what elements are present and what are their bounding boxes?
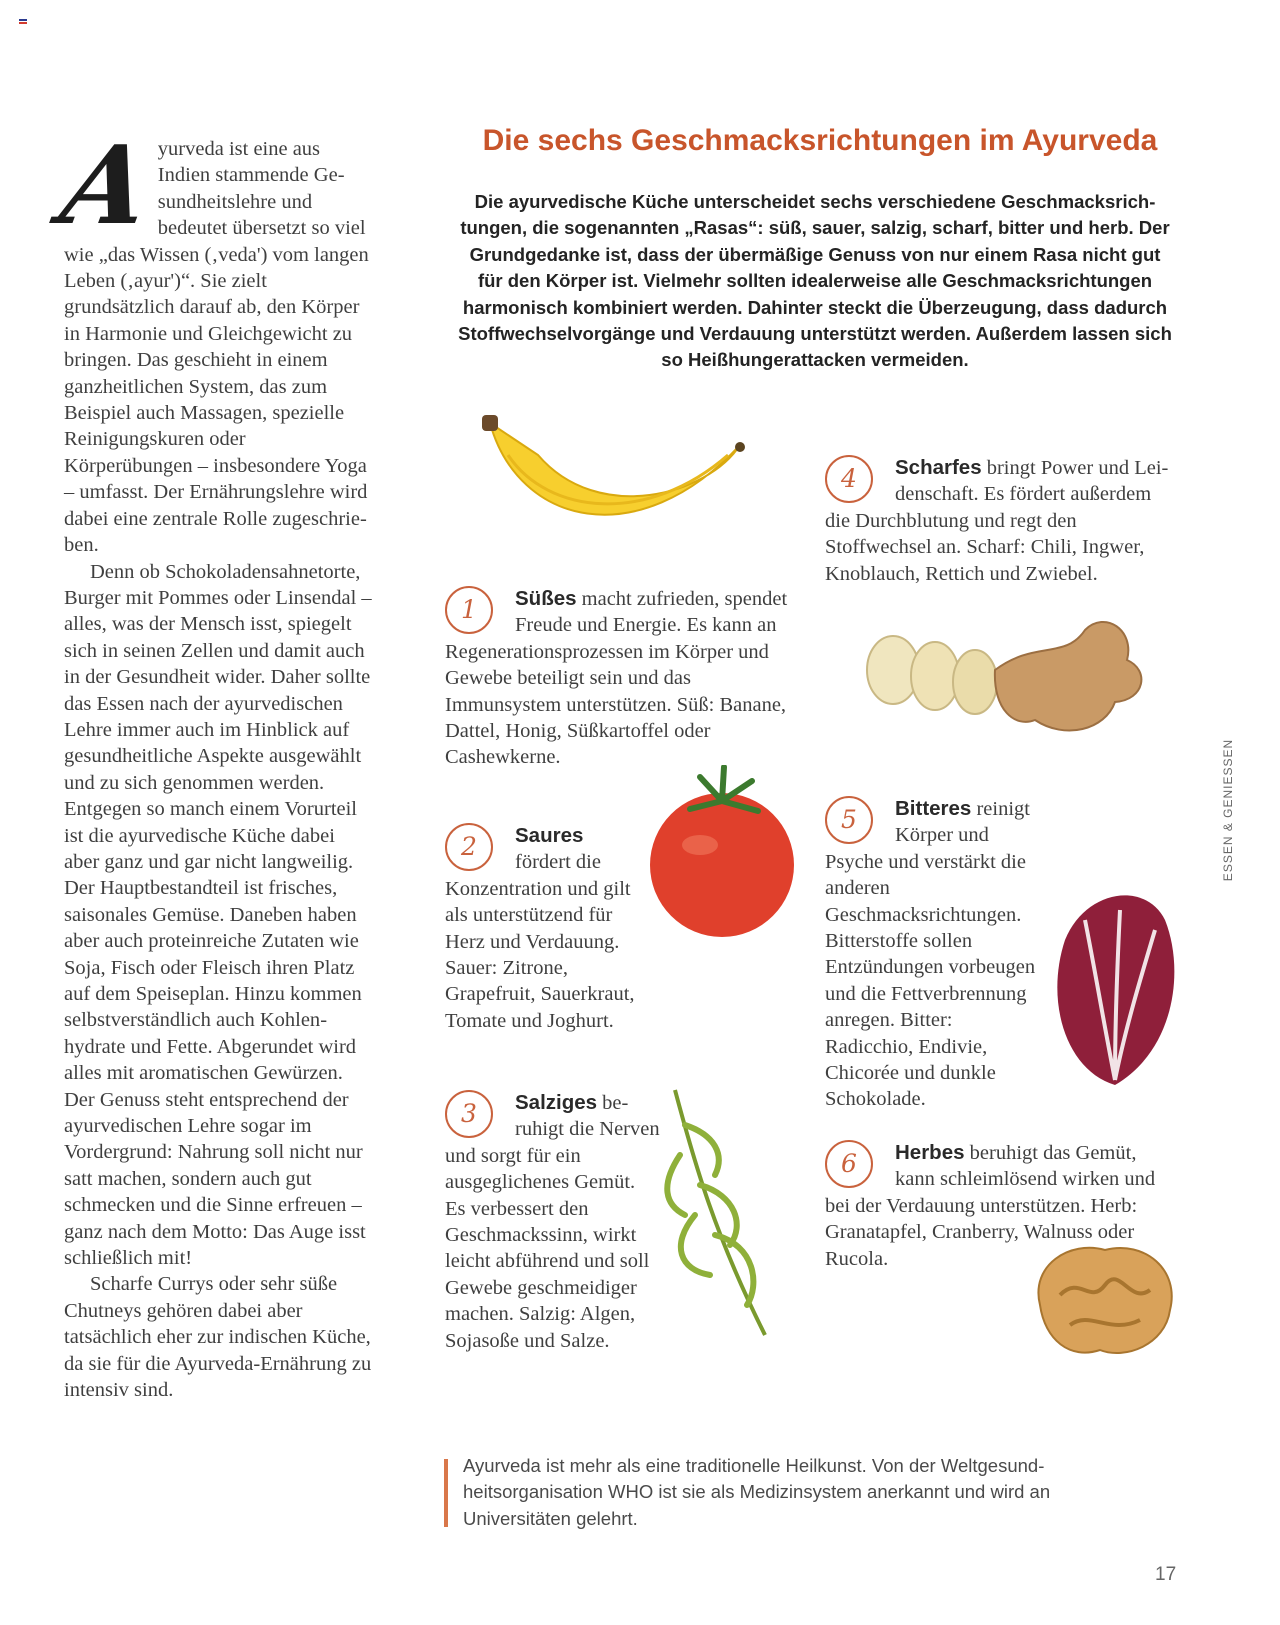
taste-description: reinigt Körper und Psyche und verstärkt die anderen Geschmacksrichtungen. Bitterstoffe sollen Entzündungen vorbeugen und die Fettverbrennung anregen. Bitter: Radicchio, Endivie, Chicorée und dunkle Schokolade. — [825, 798, 1036, 1111]
ginger-illustration — [865, 610, 1155, 750]
taste-description: fördert die Konzentration und gilt als unterstützend für Herz und Verdauung. Sauer: Zitrone, Grapefruit, Sauerkraut, Tomate und Joghurt. — [445, 851, 635, 1032]
drop-cap: A — [52, 123, 159, 249]
taste-number-3: 3 — [445, 1090, 493, 1138]
taste-description: beruhigt die Nerven und sorgt für ein ausgeglichenes Gemüt. Es verbessert den Geschmackssinn, wirkt leicht abführend und soll Gewebe geschmeidiger machen. Salzig: Algen, Sojasoße und Salze. — [445, 1092, 660, 1352]
taste-name: Saures — [515, 824, 584, 847]
section-label — [1217, 740, 1235, 886]
intro-text: Die ayurvedische Küche unterscheidet sechs verschiedene Geschmacksrichtungen, die sogenannten „Rasas“: süß, sauer, salzig, scharf, bitter und herb. Der Grundgedanke ist, dass der übermäßige Genuss von nur einem Rasa nicht gut für den Körper ist. Vielmehr sollten idealerweise alle Geschmacksrichtungen harmonisch kombiniert werden. Dahinter steckt die Überzeugung, dass dadurch Stoffwechselvorgänge und Verdauung unterstützt werden. Außerdem lassen sich so Heißhungerattacken vermeiden. — [458, 191, 1172, 371]
taste-name: Herbes — [895, 1141, 965, 1164]
left-column — [52, 123, 374, 1404]
taste-description: macht zufrieden, spendet Freude und Energie. Es kann an Regenerationsprozessen im Körper und Gewebe beteiligt sein und das Immunsystem unterstützen. Süß: Banane, Dattel, Honig, Süßkartoffel oder Cashewkerne. — [445, 588, 788, 769]
taste-4-scharfes — [825, 455, 1180, 587]
taste-description: beruhigt das Gemüt, kann schleimlösend wirken und bei der Verdauung unterstützen. Herb: Granatapfel, Cranberry, Walnuss oder Rucola. — [825, 1142, 1156, 1270]
page-number: 17 — [1155, 1564, 1177, 1585]
info-quote: Ayurveda ist mehr als eine traditionelle Heilkunst. Von der Weltgesundheitsorganisation WHO ist sie als Medizinsystem anerkannt und wird an Universitäten gelehrt. — [463, 1455, 1051, 1529]
tomato-illustration — [640, 765, 800, 945]
taste-number-4: 4 — [825, 455, 873, 503]
taste-6-herbes — [825, 1140, 1165, 1272]
taste-name: Bitteres — [895, 797, 972, 820]
left-paragraph-1: yurveda ist eine aus Indien stammende Gesundheitslehre und bedeutet übersetzt so viel wie „das Wissen (‚veda') vom langen Leben (‚ayur')“. Sie zielt grundsätzlich darauf ab, den Körper in Harmonie und Gleichgewicht zu bringen. Das geschieht in einem ganzheitlichen System, das zum Beispiel auch Massagen, spezielle Reinigungskuren oder Körperübungen – insbesondere Yoga – umfasst. Der Ernährungslehre wird dabei eine zentrale Rolle zugeschrieben. — [64, 138, 369, 557]
banana-illustration — [478, 415, 748, 555]
left-paragraph-3: Scharfe Currys oder sehr süße Chutneys gehören dabei aber tatsächlich eher zur indischen Küche, da sie für die Ayurveda-Ernährung zu intensiv sind. — [64, 1273, 372, 1402]
radicchio-illustration — [1045, 880, 1185, 1090]
taste-number-1: 1 — [445, 586, 493, 634]
left-paragraph-2: Denn ob Schokoladensahnetorte, Burger mit Pommes oder Linsendal – alles, was der Mensch isst, spiegelt sich in seinen Zellen und damit auch in der Gesundheit wider. Daher sollte das Essen nach der ayurvedischen Lehre immer auch im Hinblick auf gesundheitliche Aspekte ausgewählt und zu sich genommen werden. Entgegen so manch einem Vorurteil ist die ayurvedische Küche dabei aber ganz und gar nicht langweilig. Der Hauptbestandteil ist frisches, saisonales Gemüse. Daneben haben aber auch proteinreiche Zutaten wie Soja, Fisch oder Fleisch ihren Platz auf dem Speiseplan. Hinzu kommen selbstverständlich auch Kohlenhydrate und Fette. Abgerundet wird alles mit aromatischen Gewürzen. Der Genuss steht entsprechend der ayurvedischen Lehre sogar im Vordergrund: Nahrung soll nicht nur satt machen, sondern auch gut schmecken und die Sinne erfreuen – ganz nach dem Motto: Das Auge isst schließlich mit! — [64, 560, 372, 1270]
taste-description: bringt Power und Leidenschaft. Es fördert außerdem die Durchblutung und regt den Stoffwechsel an. Scharf: Chili, Ingwer, Knoblauch, Rettich und Zwiebel. — [825, 457, 1169, 585]
taste-1-suesses — [445, 586, 790, 771]
taste-number-5: 5 — [825, 796, 873, 844]
page-title: Die sechs Geschmacksrichtungen im Ayurveda — [482, 124, 1158, 157]
quote-accent-bar — [444, 1459, 448, 1527]
taste-number-2: 2 — [445, 823, 493, 871]
taste-name: Scharfes — [895, 456, 982, 479]
taste-name: Süßes — [515, 587, 577, 610]
corner-flag-icon — [19, 19, 27, 26]
taste-3-salziges — [445, 1090, 660, 1354]
taste-number-6: 6 — [825, 1140, 873, 1188]
taste-5-bitteres — [825, 796, 1040, 1113]
taste-name: Salziges — [515, 1091, 598, 1114]
taste-2-saures — [445, 823, 640, 1034]
section-label-text: ESSEN & GENIESSEN — [1221, 738, 1235, 882]
seaweed-illustration — [655, 1085, 785, 1345]
